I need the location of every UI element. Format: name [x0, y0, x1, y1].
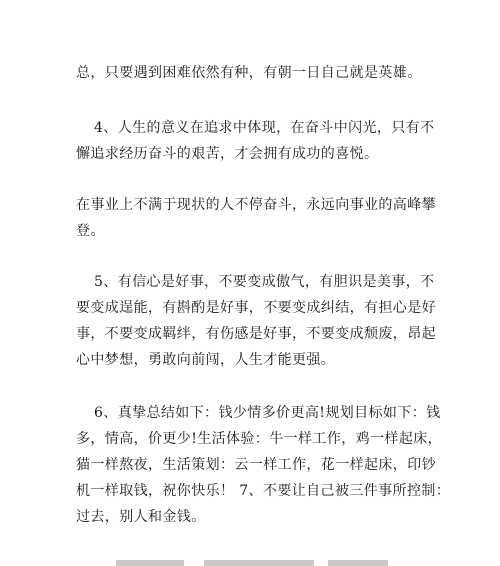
- text-line: 5、有信心是好事，不要变成傲气，有胆识是美事，不: [94, 274, 435, 290]
- text-line: 6、真挚总结如下：钱少情多价更高!规划目标如下：钱: [94, 405, 441, 421]
- paragraph-continuation: [76, 60, 424, 86]
- paragraph-point-4: [76, 115, 435, 167]
- paragraph-point-6-7: [76, 400, 451, 530]
- text-line: 事，不要变成羁绊，有伤感是好事，不要变成颓废，昂起: [76, 326, 436, 342]
- text-line: 总，只要遇到困难依然有种，有朝一日自己就是英雄。: [76, 65, 422, 81]
- text-line: 登。: [76, 223, 105, 239]
- paragraph-career: [76, 192, 436, 244]
- text-line: 在事业上不满于现状的人不停奋斗，永远向事业的高峰攀: [76, 197, 436, 213]
- text-line: 心中梦想，勇敢向前闯，人生才能更强。: [76, 352, 336, 368]
- text-line: 懈追求经历奋斗的艰苦，才会拥有成功的喜悦。: [76, 146, 379, 162]
- cut-off-text-fragment: [328, 560, 388, 566]
- text-line: 机一样取钱，祝你快乐！ 7、不要让自己被三件事所控制：: [76, 483, 451, 499]
- cut-off-next-line: [76, 552, 424, 566]
- cut-off-text-fragment: [204, 560, 314, 566]
- paragraph-point-5: [76, 269, 436, 373]
- text-line: 要变成逞能，有斟酌是好事，不要变成纠结，有担心是好: [76, 300, 436, 316]
- text-line: 4、人生的意义在追求中体现，在奋斗中闪光，只有不: [94, 120, 435, 136]
- text-line: 猫一样熬夜，生活策划：云一样工作，花一样起床，印钞: [76, 457, 436, 473]
- text-line: 过去，别人和金钱。: [76, 509, 206, 525]
- cut-off-text-fragment: [116, 560, 184, 566]
- text-line: 多，情高，价更少!生活体验：牛一样工作，鸡一样起床，: [76, 431, 443, 447]
